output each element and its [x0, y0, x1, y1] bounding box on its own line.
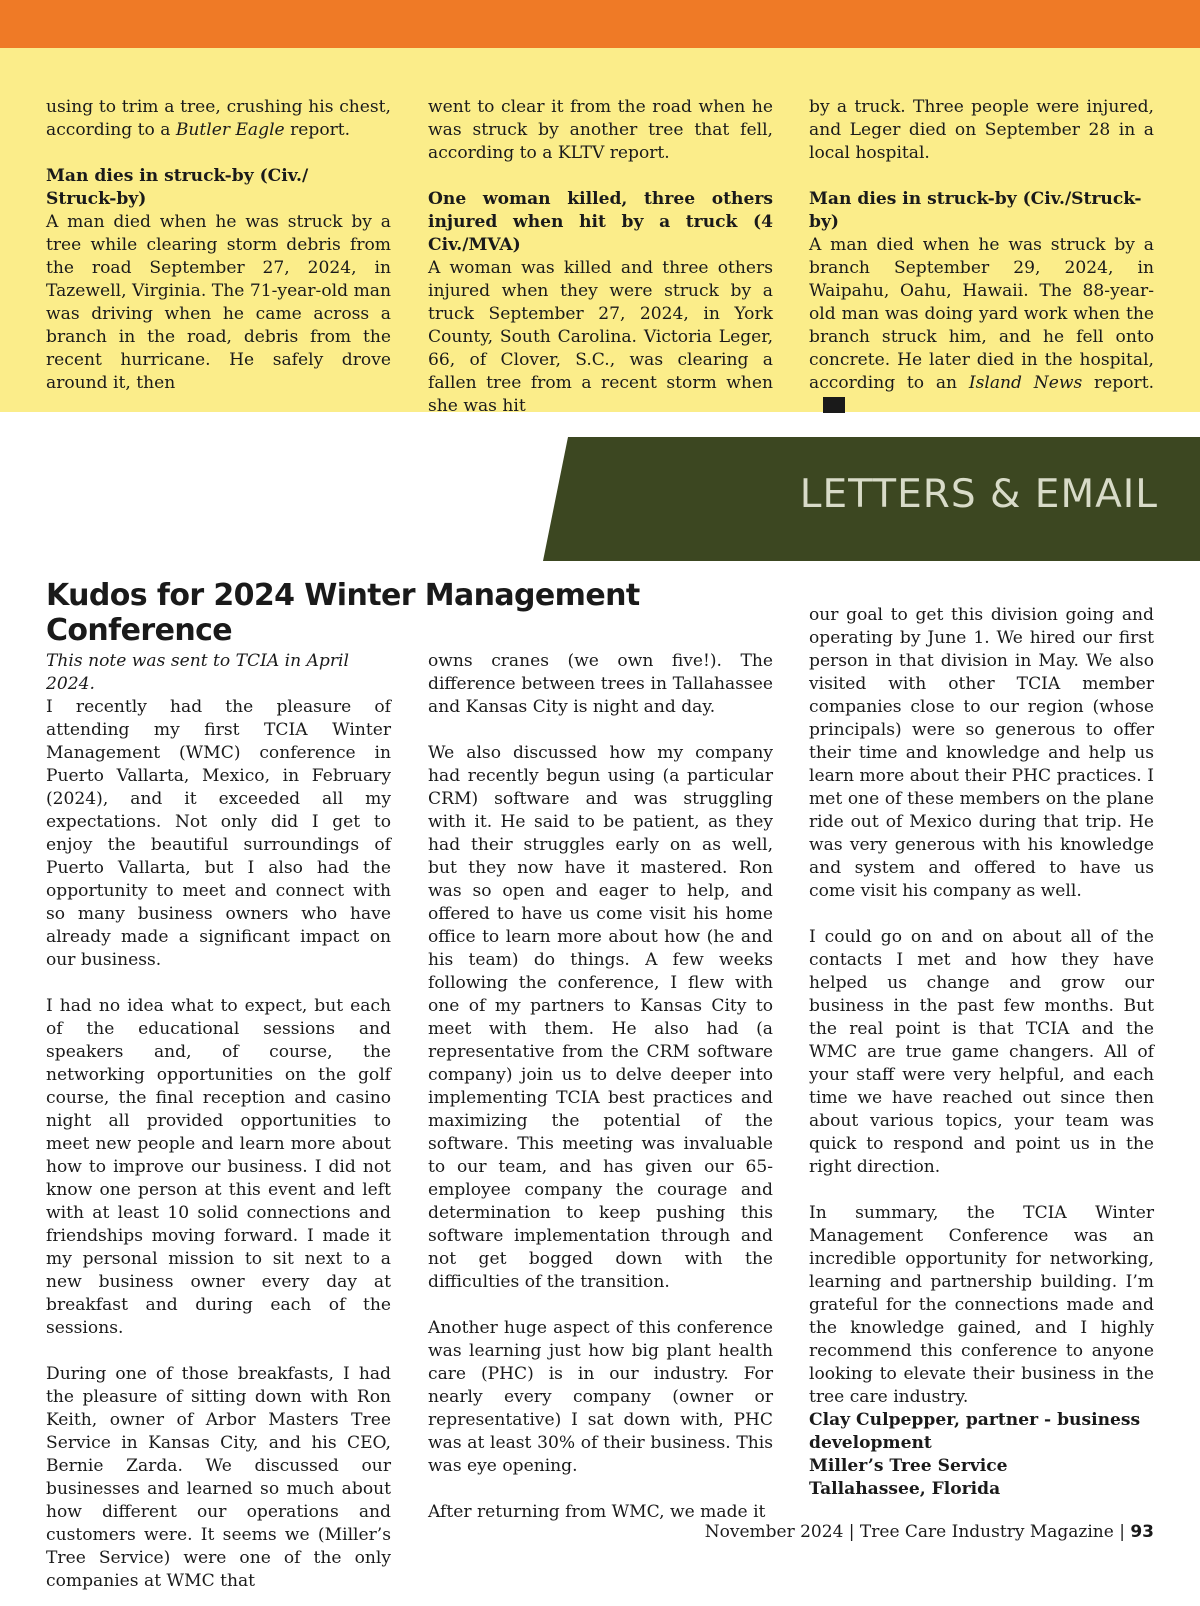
article-column-2 [428, 650, 773, 1524]
brief-paragraph: using to trim a tree, crushing his chest, according to a Butler Eagle report. [46, 97, 391, 140]
brief-headline: Man dies in struck-by (Civ./ Struck-by) [46, 166, 309, 209]
article-paragraph: During one of those breakfasts, I had the pleasure of sitting down with Ron Keith, owner of Arbor Masters Tree Service in Kansas City, and his CEO, Bernie Zarda. We discussed our businesses and learned so much about how different our operations and customers were. It seems we (Miller’s Tree Service) were one of the only companies at WMC that [46, 1364, 391, 1591]
article-paragraph: After returning from WMC, we made it [428, 1502, 766, 1522]
article-paragraph: Another huge aspect of this conference was learning just how big plant health care (PHC) is in our industry. For nearly every company (owner or representative) I sat down with, PHC was at least 30% of their business. This was eye opening. [428, 1318, 773, 1476]
signature-company: Miller’s Tree Service [809, 1456, 1008, 1476]
article-paragraph: We also discussed how my company had recently begun using (a particular CRM) software and was struggling with it. He said to be patient, as they had their struggles early on as well, but they now have it mastered. Ron was so open and eager to help, and offered to have us come visit his home office to learn more about how (he and his team) do things. A few weeks following the conference, I flew with one of my partners to Kansas City to meet with them. He also had (a representative from the CRM software company) join us to delve deeper into implementing TCIA best practices and maximizing the potential of the software. This meeting was invaluable to our team, and has given our 65-employee company the courage and determination to keep pushing this software implementation through and not get bogged down with the difficulties of the transition. [428, 743, 773, 1292]
end-of-story-mark [823, 397, 845, 413]
section-title: LETTERS & EMAIL [799, 472, 1158, 517]
page-footer [705, 1522, 1154, 1542]
article-paragraph: I recently had the pleasure of attending my first TCIA Winter Management (WMC) conference in Puerto Vallarta, Mexico, in February (2024), and it exceeded all my expectations. Not only did I get to enjoy the beautiful surroundings of Puerto Vallarta, but I also had the opportunity to meet and connect with so many business owners who have already made a significant impact on our business. [46, 697, 391, 970]
brief-headline: One woman killed, three others injured when hit by a truck (4 Civ./MVA) [428, 189, 773, 255]
signature-block [809, 1409, 1154, 1501]
article-paragraph: I had no idea what to expect, but each of the educational sessions and speakers and, of course, the networking opportunities on the golf course, the final reception and casino night all provided opportunities to meet new people and learn more about how to improve our business. I did not know one person at this event and left with at least 10 solid connections and friendships moving forward. I made it my personal mission to sit next to a new business owner every day at breakfast and during each of the sessions. [46, 996, 391, 1338]
brief-paragraph: by a truck. Three people were injured, and Leger died on September 28 in a local hospital. [809, 97, 1154, 163]
article-paragraph: I could go on and on about all of the contacts I met and how they have helped us change and grow our business in the past few months. But the real point is that TCIA and the WMC are true game changers. All of your staff were very helpful, and each time we have reached out since then about various topics, your team was quick to respond and point us in the right direction. [809, 927, 1154, 1177]
brief-column-1 [46, 96, 391, 395]
brief-column-3 [809, 96, 1154, 418]
signature-location: Tallahassee, Florida [809, 1479, 1001, 1499]
footer-text: November 2024 | Tree Care Industry Magazine | [704, 1522, 1131, 1542]
brief-headline: Man dies in struck-by (Civ./Struck-by) [809, 189, 1142, 232]
article-paragraph: our goal to get this division going and operating by June 1. We hired our first person in that division in May. We also visited with other TCIA member companies close to our region (whose principals) were so generous to offer their time and knowledge and help us learn more about their PHC practices. I met one of these members on the plane ride out of Mexico during that trip. He was very generous with his knowledge and system and offered to have us come visit his company as well. [809, 605, 1154, 901]
article-paragraph: owns cranes (we own five!). The difference between trees in Tallahassee and Kansas City is night and day. [428, 651, 773, 717]
article-paragraph: In summary, the TCIA Winter Management Conference was an incredible opportunity for networking, learning and partnership building. I’m grateful for the connections made and the knowledge gained, and I highly recommend this conference to anyone looking to elevate their business in the tree care industry. [809, 1203, 1154, 1407]
top-color-bar [0, 0, 1200, 48]
brief-paragraph: A man died when he was struck by a tree while clearing storm debris from the road September 27, 2024, in Tazewell, Virginia. The 71-year-old man was driving when he came across a branch in the road, debris from the recent hurricane. He safely drove around it, then [46, 212, 391, 393]
article-title: Kudos for 2024 Winter Management Conference [46, 578, 640, 648]
signature-name: Clay Culpepper, partner - business development [809, 1410, 1141, 1453]
article-note: This note was sent to TCIA in April 2024. [46, 651, 349, 694]
page-number: 93 [1130, 1522, 1154, 1542]
brief-paragraph: A woman was killed and three others injured when they were struck by a truck September 27, 2024, in York County, South Carolina. Victoria Leger, 66, of Clover, S.C., was clearing a fallen tree from a recent storm when she was hit [428, 258, 773, 416]
brief-column-2 [428, 96, 773, 418]
brief-paragraph: went to clear it from the road when he was struck by another tree that fell, according to a KLTV report. [428, 97, 773, 163]
article-column-3 [809, 604, 1154, 1501]
article-column-1 [46, 650, 391, 1593]
brief-paragraph: A man died when he was struck by a branch September 29, 2024, in Waipahu, Oahu, Hawaii. The 88-year-old man was doing yard work when the branch struck him, and he fell onto concrete. He later died in the hospital, according to an Island News report. [809, 234, 1154, 418]
